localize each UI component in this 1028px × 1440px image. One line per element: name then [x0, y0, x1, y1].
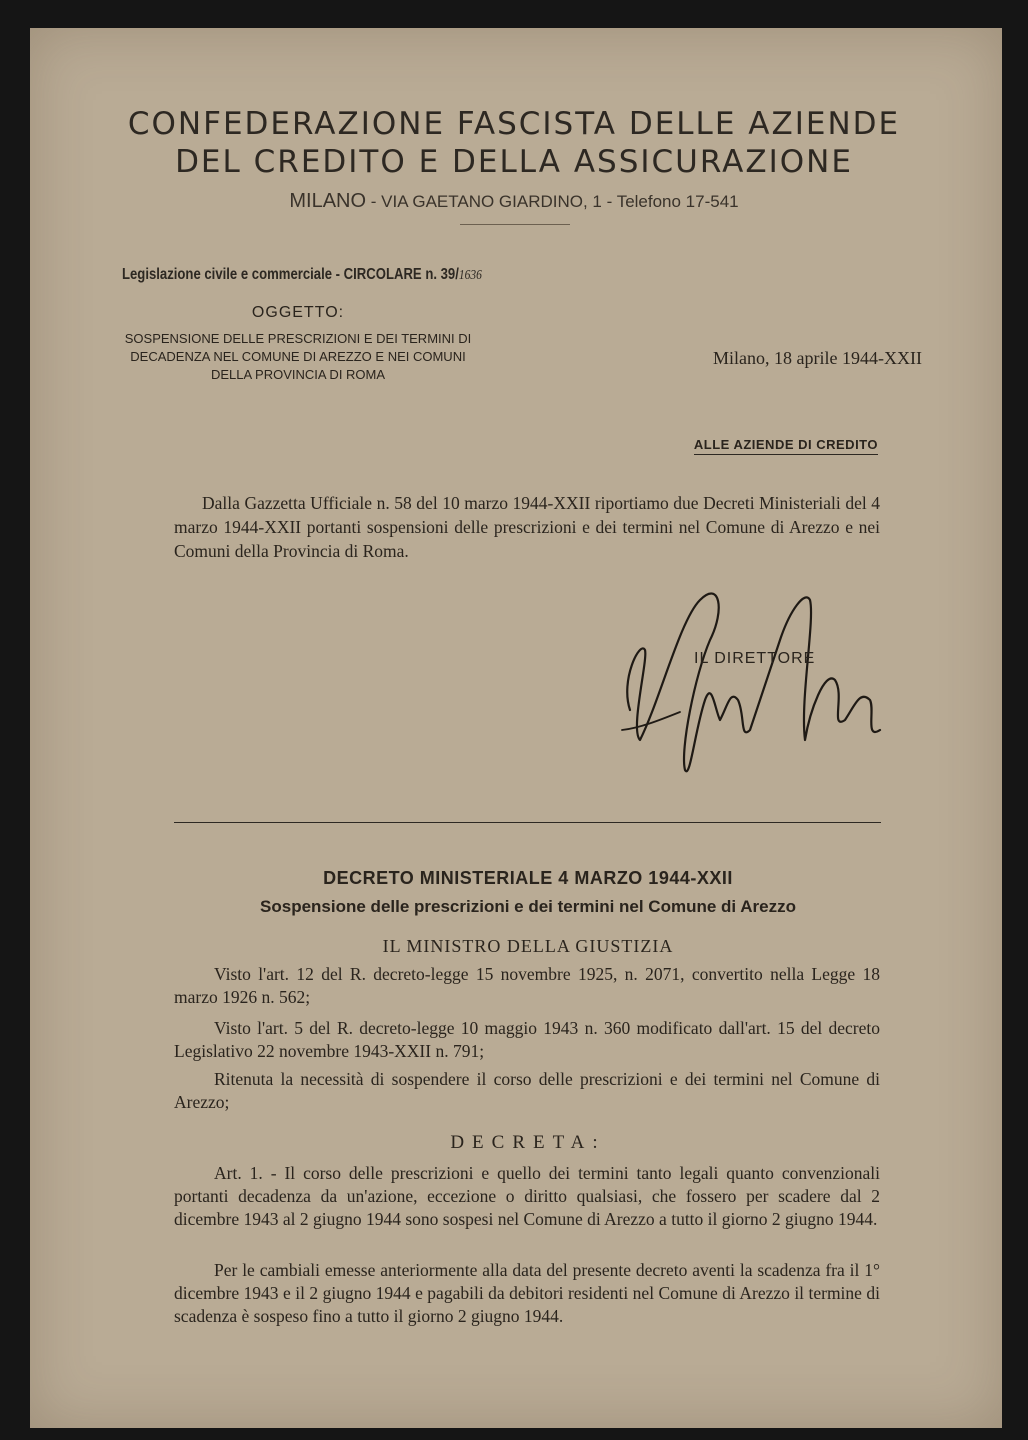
circular-number: 1636 — [458, 268, 482, 283]
article-paragraph: Per le cambiali emesse anteriormente alla data del presente decreto aventi la scadenza fra il 1° dicembre 1943 e il 2 giugno 1944 e pagabili da debitori residenti nel Comune di Arezzo il termine di scadenza è sospeso fino a tutto il giorno 2 giugno 1944. — [174, 1260, 880, 1326]
header-ornament — [460, 224, 570, 226]
circular-label: Legislazione civile e commerciale - CIRCOLARE n. 39/ — [122, 266, 459, 283]
handwritten-signature — [600, 580, 890, 800]
decree-subtitle: Sospensione delle prescrizioni e dei termini nel Comune di Arezzo — [260, 897, 796, 916]
decree-issuer: IL MINISTRO DELLA GIUSTIZIA — [382, 936, 674, 956]
consideration-paragraph: Ritenuta la necessità di sospendere il corso delle prescrizioni e dei termini nel Comune di Arezzo; — [174, 1069, 880, 1112]
article-paragraph: Art. 1. - Il corso delle prescrizioni e quello dei termini tanto legali quanto convenzionali portanti decadenza da un'azione, eccezione o diritto qualsiasi, che fossero per scadere dal 2 dicembre 1943 al 2 giugno 1944 sono sospesi nel Comune di Arezzo a tutto il giorno 2 giugno 1944. — [174, 1163, 880, 1229]
signature-title: IL DIRETTORE — [694, 650, 816, 667]
consideration-paragraph: Visto l'art. 12 del R. decreto-legge 15 novembre 1925, n. 2071, convertito nella Legge 18 marzo 1926 n. 562; — [174, 964, 880, 1007]
circular-reference — [122, 266, 482, 284]
address-details: - VIA GAETANO GIARDINO, 1 - Telefono 17-541 — [366, 192, 739, 211]
section-divider — [174, 822, 881, 823]
addressee-text: ALLE AZIENDE DI CREDITO — [694, 437, 878, 455]
decree-title: DECRETO MINISTERIALE 4 MARZO 1944-XXII — [323, 868, 733, 888]
dateline: Milano, 18 aprile 1944-XXII — [713, 348, 922, 368]
address-city: MILANO — [289, 190, 367, 212]
consideration-paragraph: Visto l'art. 5 del R. decreto-legge 10 maggio 1943 n. 360 modificato dall'art. 15 del decreto Legislativo 22 novembre 1943-XXII n. 791; — [174, 1018, 880, 1061]
organization-address — [0, 190, 1028, 213]
body-paragraph: Dalla Gazzetta Ufficiale n. 58 del 10 marzo 1944-XXII riportiamo due Decreti Ministeriali del 4 marzo 1944-XXII portanti sospensioni delle prescrizioni e dei termini nel Comune di Arezzo e nei Comuni della Provincia di Roma. — [174, 493, 880, 561]
addressee — [640, 437, 878, 452]
subject-label: OGGETTO: — [251, 304, 345, 321]
subject-text: SOSPENSIONE DELLE PRESCRIZIONI E DEI TERMINI DI DECADENZA NEL COMUNE DI AREZZO E NEI COMUNI DELLA PROVINCIA DI ROMA — [124, 331, 472, 382]
organization-name-line2: DEL CREDITO E DELLA ASSICURAZIONE — [175, 144, 853, 180]
decreta-heading: DECRETA: — [450, 1132, 606, 1153]
organization-name-line1: CONFEDERAZIONE FASCISTA DELLE AZIENDE — [127, 106, 901, 142]
